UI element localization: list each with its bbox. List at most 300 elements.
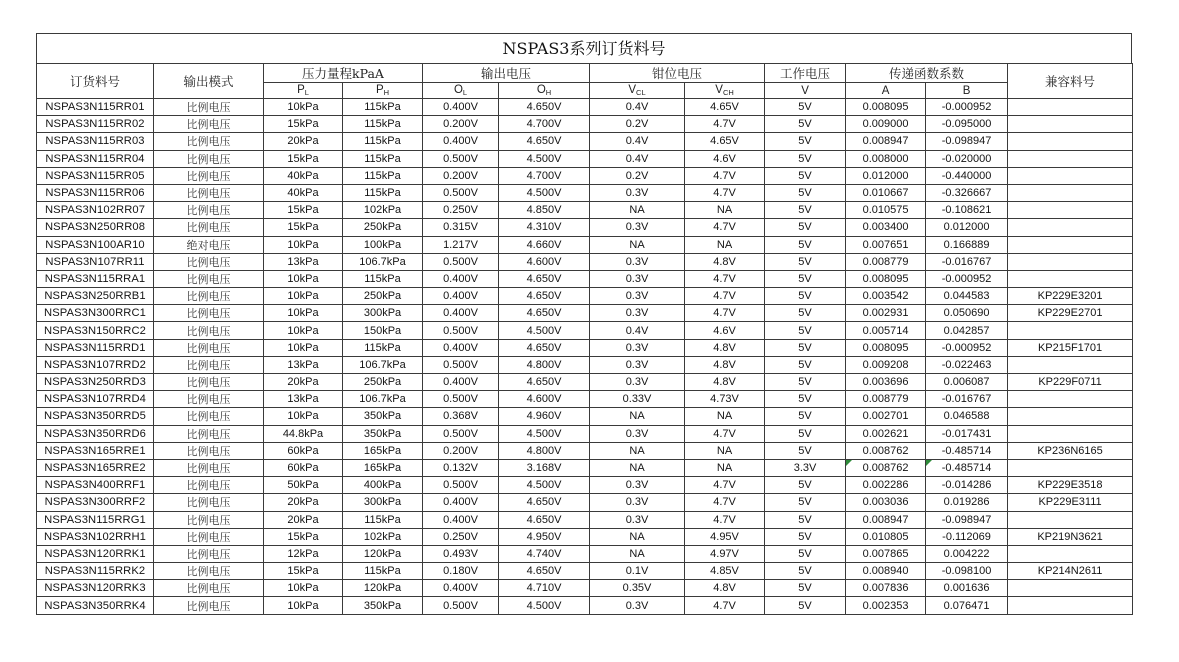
cell-compatible-part[interactable]: KP229F0711 — [1008, 374, 1133, 391]
cell-compatible-part[interactable]: KP229E2701 — [1008, 305, 1133, 322]
cell-o-high[interactable]: 4.310V — [499, 219, 590, 236]
cell-o-low[interactable]: 0.500V — [423, 597, 499, 614]
header-compatible-part[interactable]: 兼容料号 — [1008, 64, 1133, 99]
cell-v-ch[interactable]: 4.6V — [685, 322, 765, 339]
cell-p-low[interactable]: 10kPa — [264, 288, 343, 305]
cell-v-cl[interactable]: 0.3V — [590, 253, 685, 270]
cell-compatible-part[interactable] — [1008, 391, 1133, 408]
cell-part-number[interactable]: NSPAS3N250RRD3 — [37, 374, 154, 391]
cell-v-cl[interactable]: 0.3V — [590, 288, 685, 305]
cell-compatible-part[interactable]: KP214N2611 — [1008, 563, 1133, 580]
cell-v-cl[interactable]: NA — [590, 459, 685, 476]
header-output-voltage[interactable]: 输出电压 — [423, 64, 590, 83]
cell-compatible-part[interactable] — [1008, 459, 1133, 476]
cell-output-mode[interactable]: 比例电压 — [154, 442, 264, 459]
cell-coeff-a[interactable]: 0.010575 — [846, 202, 926, 219]
cell-v-ch[interactable]: 4.7V — [685, 425, 765, 442]
cell-part-number[interactable]: NSPAS3N102RRH1 — [37, 528, 154, 545]
cell-part-number[interactable]: NSPAS3N115RR03 — [37, 133, 154, 150]
cell-o-low[interactable]: 0.315V — [423, 219, 499, 236]
cell-coeff-a[interactable]: 0.003542 — [846, 288, 926, 305]
cell-p-high[interactable]: 250kPa — [343, 288, 423, 305]
cell-p-low[interactable]: 13kPa — [264, 356, 343, 373]
cell-p-low[interactable]: 10kPa — [264, 305, 343, 322]
cell-compatible-part[interactable] — [1008, 167, 1133, 184]
cell-p-high[interactable]: 350kPa — [343, 408, 423, 425]
cell-compatible-part[interactable]: KP229E3201 — [1008, 288, 1133, 305]
cell-v-cl[interactable]: 0.3V — [590, 477, 685, 494]
cell-o-high[interactable]: 4.650V — [499, 374, 590, 391]
header-v-cl[interactable] — [590, 83, 685, 99]
cell-coeff-b[interactable]: 0.046588 — [926, 408, 1008, 425]
cell-output-mode[interactable]: 比例电压 — [154, 597, 264, 614]
cell-part-number[interactable]: NSPAS3N115RR06 — [37, 184, 154, 201]
cell-v-ch[interactable]: 4.6V — [685, 150, 765, 167]
cell-p-high[interactable]: 150kPa — [343, 322, 423, 339]
cell-supply-voltage[interactable]: 5V — [765, 133, 846, 150]
cell-coeff-b[interactable]: 0.166889 — [926, 236, 1008, 253]
cell-p-low[interactable]: 20kPa — [264, 494, 343, 511]
cell-part-number[interactable]: NSPAS3N115RR01 — [37, 99, 154, 116]
cell-supply-voltage[interactable]: 5V — [765, 597, 846, 614]
header-o-high[interactable] — [499, 83, 590, 99]
cell-v-ch[interactable]: 4.65V — [685, 99, 765, 116]
cell-compatible-part[interactable]: KP215F1701 — [1008, 339, 1133, 356]
cell-coeff-b[interactable]: 0.076471 — [926, 597, 1008, 614]
cell-o-low[interactable]: 0.500V — [423, 356, 499, 373]
cell-supply-voltage[interactable]: 5V — [765, 528, 846, 545]
cell-coeff-b[interactable]: -0.098947 — [926, 133, 1008, 150]
cell-supply-voltage[interactable]: 5V — [765, 202, 846, 219]
cell-o-high[interactable]: 4.500V — [499, 425, 590, 442]
cell-o-high[interactable]: 4.500V — [499, 150, 590, 167]
cell-part-number[interactable]: NSPAS3N115RRA1 — [37, 270, 154, 287]
cell-p-high[interactable]: 115kPa — [343, 511, 423, 528]
cell-v-ch[interactable]: 4.7V — [685, 116, 765, 133]
cell-compatible-part[interactable] — [1008, 150, 1133, 167]
cell-coeff-b[interactable]: 0.012000 — [926, 219, 1008, 236]
cell-v-ch[interactable]: 4.7V — [685, 270, 765, 287]
cell-o-high[interactable]: 4.500V — [499, 184, 590, 201]
cell-supply-voltage[interactable]: 5V — [765, 288, 846, 305]
cell-coeff-b[interactable]: -0.098947 — [926, 511, 1008, 528]
cell-output-mode[interactable]: 比例电压 — [154, 150, 264, 167]
cell-o-high[interactable]: 4.740V — [499, 545, 590, 562]
cell-coeff-a[interactable]: 0.007651 — [846, 236, 926, 253]
cell-part-number[interactable]: NSPAS3N120RRK3 — [37, 580, 154, 597]
cell-v-ch[interactable]: 4.7V — [685, 597, 765, 614]
cell-o-high[interactable]: 4.650V — [499, 494, 590, 511]
cell-v-cl[interactable]: NA — [590, 408, 685, 425]
cell-part-number[interactable]: NSPAS3N115RR02 — [37, 116, 154, 133]
cell-p-high[interactable]: 120kPa — [343, 545, 423, 562]
cell-supply-voltage[interactable]: 5V — [765, 391, 846, 408]
cell-output-mode[interactable]: 绝对电压 — [154, 236, 264, 253]
cell-v-cl[interactable]: 0.3V — [590, 219, 685, 236]
cell-output-mode[interactable]: 比例电压 — [154, 288, 264, 305]
cell-p-high[interactable]: 106.7kPa — [343, 356, 423, 373]
cell-o-low[interactable]: 0.400V — [423, 99, 499, 116]
cell-coeff-a[interactable]: 0.008095 — [846, 339, 926, 356]
cell-output-mode[interactable]: 比例电压 — [154, 563, 264, 580]
cell-p-high[interactable]: 250kPa — [343, 374, 423, 391]
cell-coeff-a[interactable]: 0.008779 — [846, 391, 926, 408]
cell-part-number[interactable]: NSPAS3N250RR08 — [37, 219, 154, 236]
cell-coeff-b[interactable]: 0.004222 — [926, 545, 1008, 562]
cell-v-ch[interactable]: NA — [685, 442, 765, 459]
cell-v-ch[interactable]: 4.8V — [685, 356, 765, 373]
cell-supply-voltage[interactable]: 5V — [765, 442, 846, 459]
cell-output-mode[interactable]: 比例电压 — [154, 374, 264, 391]
cell-part-number[interactable]: NSPAS3N165RRE1 — [37, 442, 154, 459]
cell-supply-voltage[interactable]: 5V — [765, 425, 846, 442]
cell-v-ch[interactable]: 4.65V — [685, 133, 765, 150]
cell-p-high[interactable]: 115kPa — [343, 167, 423, 184]
cell-compatible-part[interactable] — [1008, 511, 1133, 528]
cell-v-cl[interactable]: 0.3V — [590, 511, 685, 528]
cell-o-low[interactable]: 0.200V — [423, 442, 499, 459]
cell-compatible-part[interactable] — [1008, 202, 1133, 219]
cell-o-high[interactable]: 4.960V — [499, 408, 590, 425]
cell-o-high[interactable]: 4.650V — [499, 511, 590, 528]
header-clamp-voltage[interactable]: 钳位电压 — [590, 64, 765, 83]
cell-o-low[interactable]: 0.400V — [423, 305, 499, 322]
cell-o-low[interactable]: 0.200V — [423, 116, 499, 133]
cell-p-high[interactable]: 100kPa — [343, 236, 423, 253]
cell-o-low[interactable]: 0.400V — [423, 270, 499, 287]
cell-v-ch[interactable]: NA — [685, 459, 765, 476]
cell-o-high[interactable]: 4.700V — [499, 116, 590, 133]
cell-p-high[interactable]: 106.7kPa — [343, 391, 423, 408]
cell-v-ch[interactable]: NA — [685, 236, 765, 253]
cell-supply-voltage[interactable]: 5V — [765, 270, 846, 287]
table-title[interactable]: NSPAS3系列订货料号 — [36, 33, 1132, 63]
cell-output-mode[interactable]: 比例电压 — [154, 580, 264, 597]
cell-v-cl[interactable]: NA — [590, 545, 685, 562]
cell-output-mode[interactable]: 比例电压 — [154, 339, 264, 356]
cell-coeff-a[interactable]: 0.005714 — [846, 322, 926, 339]
cell-p-low[interactable]: 10kPa — [264, 322, 343, 339]
cell-p-high[interactable]: 115kPa — [343, 563, 423, 580]
cell-o-high[interactable]: 4.660V — [499, 236, 590, 253]
cell-coeff-a[interactable]: 0.002931 — [846, 305, 926, 322]
cell-p-low[interactable]: 15kPa — [264, 528, 343, 545]
cell-o-low[interactable]: 0.180V — [423, 563, 499, 580]
cell-p-low[interactable]: 60kPa — [264, 459, 343, 476]
cell-v-ch[interactable]: 4.7V — [685, 494, 765, 511]
cell-coeff-b[interactable]: -0.014286 — [926, 477, 1008, 494]
header-supply-voltage[interactable]: 工作电压 — [765, 64, 846, 83]
cell-v-cl[interactable]: 0.4V — [590, 150, 685, 167]
cell-p-low[interactable]: 50kPa — [264, 477, 343, 494]
cell-p-low[interactable]: 13kPa — [264, 253, 343, 270]
cell-supply-voltage[interactable]: 5V — [765, 322, 846, 339]
cell-v-ch[interactable]: 4.7V — [685, 477, 765, 494]
cell-part-number[interactable]: NSPAS3N165RRE2 — [37, 459, 154, 476]
cell-part-number[interactable]: NSPAS3N120RRK1 — [37, 545, 154, 562]
cell-o-high[interactable]: 4.710V — [499, 580, 590, 597]
cell-coeff-a[interactable]: 0.007836 — [846, 580, 926, 597]
cell-o-high[interactable]: 4.600V — [499, 253, 590, 270]
cell-v-cl[interactable]: 0.3V — [590, 270, 685, 287]
cell-coeff-a[interactable]: 0.009000 — [846, 116, 926, 133]
cell-supply-voltage[interactable]: 5V — [765, 116, 846, 133]
cell-coeff-b[interactable]: -0.000952 — [926, 339, 1008, 356]
cell-o-high[interactable]: 4.650V — [499, 99, 590, 116]
cell-compatible-part[interactable] — [1008, 408, 1133, 425]
cell-part-number[interactable]: NSPAS3N300RRC1 — [37, 305, 154, 322]
cell-supply-voltage[interactable]: 5V — [765, 184, 846, 201]
cell-v-ch[interactable]: 4.7V — [685, 511, 765, 528]
cell-o-high[interactable]: 4.650V — [499, 305, 590, 322]
cell-output-mode[interactable]: 比例电压 — [154, 545, 264, 562]
cell-output-mode[interactable]: 比例电压 — [154, 408, 264, 425]
cell-supply-voltage[interactable]: 5V — [765, 339, 846, 356]
cell-coeff-b[interactable]: -0.016767 — [926, 253, 1008, 270]
cell-coeff-b[interactable]: -0.000952 — [926, 270, 1008, 287]
cell-part-number[interactable]: NSPAS3N107RRD2 — [37, 356, 154, 373]
cell-p-high[interactable]: 165kPa — [343, 459, 423, 476]
header-v-ch[interactable] — [685, 83, 765, 99]
cell-coeff-a[interactable]: 0.002621 — [846, 425, 926, 442]
cell-v-cl[interactable]: 0.4V — [590, 99, 685, 116]
cell-coeff-a[interactable]: 0.008762 — [846, 442, 926, 459]
cell-part-number[interactable]: NSPAS3N107RR11 — [37, 253, 154, 270]
cell-p-low[interactable]: 10kPa — [264, 270, 343, 287]
cell-o-high[interactable]: 4.950V — [499, 528, 590, 545]
cell-v-ch[interactable]: NA — [685, 408, 765, 425]
cell-v-ch[interactable]: 4.95V — [685, 528, 765, 545]
cell-v-cl[interactable]: 0.3V — [590, 305, 685, 322]
cell-v-cl[interactable]: NA — [590, 236, 685, 253]
cell-part-number[interactable]: NSPAS3N102RR07 — [37, 202, 154, 219]
cell-o-low[interactable]: 0.400V — [423, 494, 499, 511]
cell-coeff-a[interactable]: 0.003036 — [846, 494, 926, 511]
cell-coeff-a[interactable]: 0.008762 — [846, 459, 926, 476]
cell-compatible-part[interactable]: KP236N6165 — [1008, 442, 1133, 459]
cell-v-cl[interactable]: 0.3V — [590, 494, 685, 511]
cell-compatible-part[interactable] — [1008, 270, 1133, 287]
cell-v-cl[interactable]: 0.3V — [590, 339, 685, 356]
cell-p-low[interactable]: 15kPa — [264, 219, 343, 236]
cell-v-ch[interactable]: 4.7V — [685, 167, 765, 184]
cell-output-mode[interactable]: 比例电压 — [154, 459, 264, 476]
cell-coeff-b[interactable]: -0.017431 — [926, 425, 1008, 442]
cell-supply-voltage[interactable]: 5V — [765, 545, 846, 562]
cell-o-low[interactable]: 0.400V — [423, 133, 499, 150]
cell-coeff-a[interactable]: 0.008947 — [846, 133, 926, 150]
cell-o-high[interactable]: 4.500V — [499, 477, 590, 494]
header-p-high[interactable] — [343, 83, 423, 99]
cell-supply-voltage[interactable]: 5V — [765, 236, 846, 253]
cell-compatible-part[interactable] — [1008, 99, 1133, 116]
cell-o-high[interactable]: 4.650V — [499, 270, 590, 287]
cell-supply-voltage[interactable]: 5V — [765, 99, 846, 116]
cell-coeff-a[interactable]: 0.002701 — [846, 408, 926, 425]
header-pressure-range[interactable]: 压力量程kPaA — [264, 64, 423, 83]
cell-v-ch[interactable]: 4.8V — [685, 580, 765, 597]
cell-v-ch[interactable]: 4.73V — [685, 391, 765, 408]
cell-o-low[interactable]: 0.368V — [423, 408, 499, 425]
cell-o-high[interactable]: 4.700V — [499, 167, 590, 184]
cell-part-number[interactable]: NSPAS3N400RRF1 — [37, 477, 154, 494]
cell-coeff-a[interactable]: 0.003400 — [846, 219, 926, 236]
cell-v-ch[interactable]: 4.8V — [685, 253, 765, 270]
cell-coeff-b[interactable]: 0.050690 — [926, 305, 1008, 322]
cell-v-cl[interactable]: 0.3V — [590, 374, 685, 391]
cell-p-high[interactable]: 300kPa — [343, 305, 423, 322]
cell-output-mode[interactable]: 比例电压 — [154, 133, 264, 150]
cell-o-high[interactable]: 4.500V — [499, 322, 590, 339]
cell-output-mode[interactable]: 比例电压 — [154, 356, 264, 373]
cell-o-low[interactable]: 0.500V — [423, 425, 499, 442]
cell-output-mode[interactable]: 比例电压 — [154, 253, 264, 270]
cell-p-high[interactable]: 102kPa — [343, 528, 423, 545]
cell-p-low[interactable]: 40kPa — [264, 167, 343, 184]
cell-p-low[interactable]: 10kPa — [264, 580, 343, 597]
cell-v-cl[interactable]: 0.3V — [590, 356, 685, 373]
cell-supply-voltage[interactable]: 5V — [765, 356, 846, 373]
cell-v-cl[interactable]: 0.2V — [590, 167, 685, 184]
header-o-low[interactable] — [423, 83, 499, 99]
cell-part-number[interactable]: NSPAS3N115RRG1 — [37, 511, 154, 528]
cell-v-ch[interactable]: 4.97V — [685, 545, 765, 562]
cell-supply-voltage[interactable]: 5V — [765, 253, 846, 270]
cell-p-high[interactable]: 115kPa — [343, 133, 423, 150]
cell-v-cl[interactable]: 0.4V — [590, 322, 685, 339]
cell-v-cl[interactable]: NA — [590, 202, 685, 219]
cell-o-low[interactable]: 0.250V — [423, 202, 499, 219]
cell-output-mode[interactable]: 比例电压 — [154, 270, 264, 287]
cell-coeff-b[interactable]: -0.020000 — [926, 150, 1008, 167]
cell-p-low[interactable]: 10kPa — [264, 99, 343, 116]
cell-coeff-a[interactable]: 0.008095 — [846, 270, 926, 287]
cell-p-low[interactable]: 44.8kPa — [264, 425, 343, 442]
header-p-low[interactable] — [264, 83, 343, 99]
cell-supply-voltage[interactable]: 5V — [765, 219, 846, 236]
cell-p-low[interactable]: 20kPa — [264, 133, 343, 150]
cell-part-number[interactable]: NSPAS3N107RRD4 — [37, 391, 154, 408]
cell-compatible-part[interactable] — [1008, 425, 1133, 442]
cell-o-low[interactable]: 0.400V — [423, 339, 499, 356]
header-supply-voltage-unit[interactable]: V — [765, 83, 846, 99]
cell-part-number[interactable]: NSPAS3N115RR05 — [37, 167, 154, 184]
cell-coeff-a[interactable]: 0.003696 — [846, 374, 926, 391]
cell-compatible-part[interactable] — [1008, 219, 1133, 236]
cell-supply-voltage[interactable]: 5V — [765, 150, 846, 167]
cell-p-high[interactable]: 106.7kPa — [343, 253, 423, 270]
cell-v-ch[interactable]: 4.7V — [685, 184, 765, 201]
cell-supply-voltage[interactable]: 5V — [765, 408, 846, 425]
cell-o-high[interactable]: 4.800V — [499, 442, 590, 459]
cell-v-cl[interactable]: 0.3V — [590, 184, 685, 201]
cell-v-ch[interactable]: NA — [685, 202, 765, 219]
cell-v-ch[interactable]: 4.85V — [685, 563, 765, 580]
cell-part-number[interactable]: NSPAS3N350RRD5 — [37, 408, 154, 425]
cell-coeff-b[interactable]: 0.044583 — [926, 288, 1008, 305]
cell-compatible-part[interactable] — [1008, 236, 1133, 253]
cell-v-ch[interactable]: 4.8V — [685, 339, 765, 356]
cell-o-low[interactable]: 0.500V — [423, 253, 499, 270]
cell-part-number[interactable]: NSPAS3N350RRD6 — [37, 425, 154, 442]
cell-part-number[interactable]: NSPAS3N100AR10 — [37, 236, 154, 253]
cell-p-low[interactable]: 60kPa — [264, 442, 343, 459]
cell-part-number[interactable]: NSPAS3N115RRD1 — [37, 339, 154, 356]
cell-p-high[interactable]: 102kPa — [343, 202, 423, 219]
cell-coeff-a[interactable]: 0.009208 — [846, 356, 926, 373]
cell-p-high[interactable]: 165kPa — [343, 442, 423, 459]
cell-p-high[interactable]: 250kPa — [343, 219, 423, 236]
cell-supply-voltage[interactable]: 5V — [765, 563, 846, 580]
cell-part-number[interactable]: NSPAS3N150RRC2 — [37, 322, 154, 339]
cell-p-low[interactable]: 15kPa — [264, 563, 343, 580]
cell-output-mode[interactable]: 比例电压 — [154, 99, 264, 116]
cell-o-low[interactable]: 0.493V — [423, 545, 499, 562]
cell-output-mode[interactable]: 比例电压 — [154, 425, 264, 442]
cell-compatible-part[interactable] — [1008, 597, 1133, 614]
header-part-number[interactable]: 订货料号 — [37, 64, 154, 99]
cell-p-low[interactable]: 15kPa — [264, 202, 343, 219]
cell-p-low[interactable]: 15kPa — [264, 150, 343, 167]
cell-p-low[interactable]: 15kPa — [264, 116, 343, 133]
cell-o-low[interactable]: 0.400V — [423, 580, 499, 597]
cell-p-low[interactable]: 13kPa — [264, 391, 343, 408]
cell-coeff-b[interactable]: -0.440000 — [926, 167, 1008, 184]
cell-v-ch[interactable]: 4.8V — [685, 374, 765, 391]
cell-coeff-a[interactable]: 0.008940 — [846, 563, 926, 580]
cell-p-high[interactable]: 115kPa — [343, 270, 423, 287]
cell-coeff-a[interactable]: 0.008000 — [846, 150, 926, 167]
cell-coeff-b[interactable]: 0.042857 — [926, 322, 1008, 339]
cell-supply-voltage[interactable]: 5V — [765, 167, 846, 184]
cell-o-high[interactable]: 4.650V — [499, 339, 590, 356]
cell-compatible-part[interactable] — [1008, 133, 1133, 150]
cell-v-cl[interactable]: 0.3V — [590, 597, 685, 614]
cell-o-low[interactable]: 0.500V — [423, 322, 499, 339]
cell-v-cl[interactable]: NA — [590, 442, 685, 459]
cell-supply-voltage[interactable]: 5V — [765, 477, 846, 494]
cell-part-number[interactable]: NSPAS3N300RRF2 — [37, 494, 154, 511]
cell-p-high[interactable]: 115kPa — [343, 184, 423, 201]
cell-coeff-b[interactable]: 0.001636 — [926, 580, 1008, 597]
cell-coeff-a[interactable]: 0.010667 — [846, 184, 926, 201]
cell-coeff-b[interactable]: -0.022463 — [926, 356, 1008, 373]
cell-supply-voltage[interactable]: 5V — [765, 305, 846, 322]
cell-p-low[interactable]: 12kPa — [264, 545, 343, 562]
cell-v-ch[interactable]: 4.7V — [685, 288, 765, 305]
cell-output-mode[interactable]: 比例电压 — [154, 184, 264, 201]
cell-o-low[interactable]: 0.500V — [423, 150, 499, 167]
cell-compatible-part[interactable] — [1008, 184, 1133, 201]
cell-o-high[interactable]: 4.500V — [499, 597, 590, 614]
cell-o-high[interactable]: 3.168V — [499, 459, 590, 476]
cell-p-low[interactable]: 20kPa — [264, 511, 343, 528]
cell-compatible-part[interactable] — [1008, 322, 1133, 339]
cell-coeff-a[interactable]: 0.007865 — [846, 545, 926, 562]
cell-v-cl[interactable]: 0.3V — [590, 425, 685, 442]
cell-v-cl[interactable]: NA — [590, 528, 685, 545]
cell-output-mode[interactable]: 比例电压 — [154, 167, 264, 184]
cell-v-ch[interactable]: 4.7V — [685, 305, 765, 322]
cell-o-low[interactable]: 0.500V — [423, 391, 499, 408]
cell-o-high[interactable]: 4.650V — [499, 133, 590, 150]
cell-v-ch[interactable]: 4.7V — [685, 219, 765, 236]
cell-o-low[interactable]: 0.250V — [423, 528, 499, 545]
cell-o-low[interactable]: 0.400V — [423, 511, 499, 528]
cell-compatible-part[interactable]: KP229E3111 — [1008, 494, 1133, 511]
cell-coeff-b[interactable]: -0.326667 — [926, 184, 1008, 201]
cell-compatible-part[interactable] — [1008, 116, 1133, 133]
